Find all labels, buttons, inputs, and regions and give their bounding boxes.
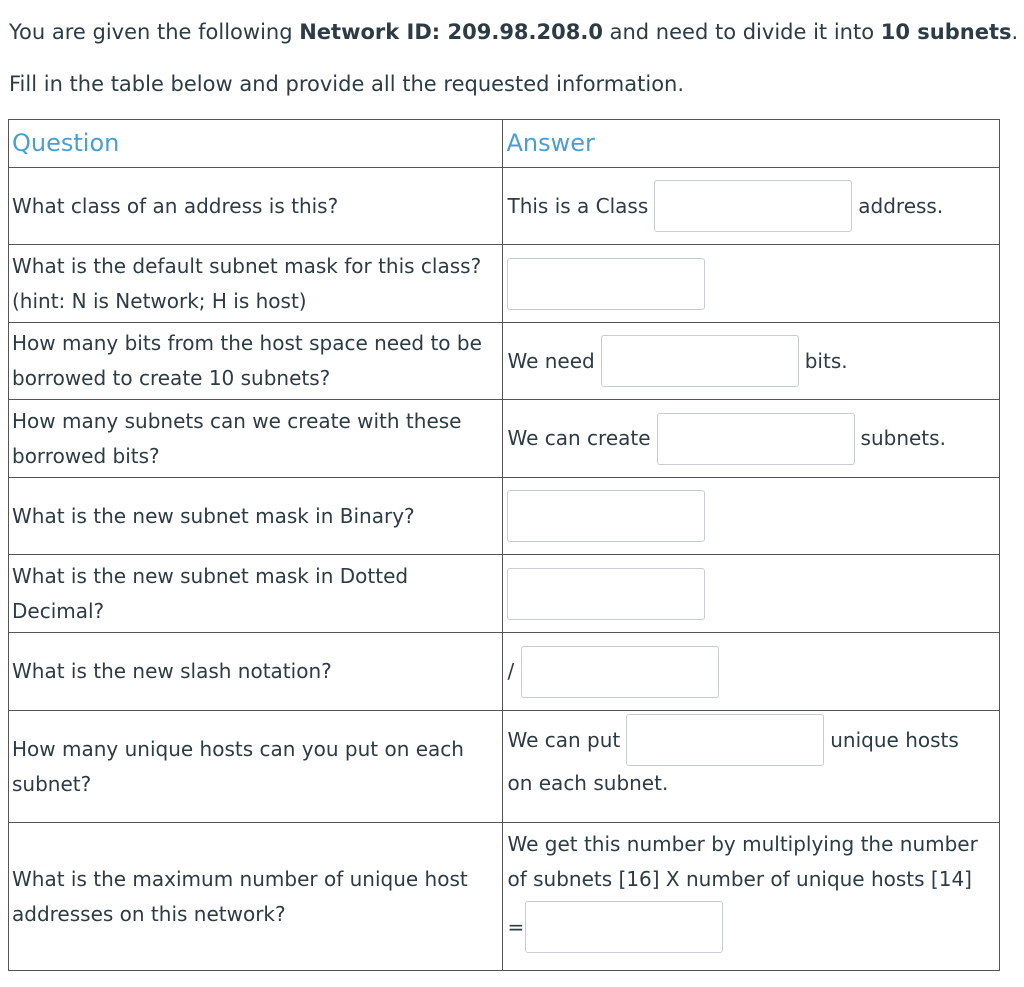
header-question: Question (9, 120, 503, 168)
table-row (9, 478, 1000, 555)
question-text: How many bits from the host space need to be (12, 331, 482, 355)
subnets-count: 10 subnets (880, 20, 1012, 44)
answer-line (507, 901, 999, 953)
answer-prefix: We need (507, 348, 595, 373)
table-row (9, 400, 1000, 478)
answer-line (507, 258, 999, 310)
answer-suffix: bits. (804, 348, 848, 373)
question-text: What is the new subnet mask in Binary? (12, 503, 415, 528)
answer-cell (503, 823, 1000, 971)
question-text: How many unique hosts can you put on each (12, 736, 464, 761)
question-cell (9, 711, 503, 823)
table-row (9, 245, 1000, 323)
answer-cell (503, 400, 1000, 478)
table-row (9, 555, 1000, 633)
table-row (9, 633, 1000, 711)
equals-prefix: = (507, 914, 525, 939)
question-cell (9, 245, 503, 323)
answer-cell (503, 245, 1000, 323)
table-row (9, 168, 1000, 245)
question-text-cont: borrowed bits? (12, 443, 160, 468)
question-cell (9, 323, 503, 400)
answer-line (507, 180, 999, 232)
answer-cell (503, 555, 1000, 633)
answer-line (507, 568, 999, 620)
answer-line (507, 714, 999, 766)
question-answer-table (8, 119, 1000, 971)
table-row (9, 823, 1000, 971)
intro-text-end: . (1011, 20, 1019, 44)
answer-cell (503, 478, 1000, 555)
answer-explanation: We get this number by multiplying the number (507, 832, 978, 856)
network-id-label: Network ID: 209.98.208.0 (299, 20, 603, 44)
answer-suffix: subnets. (860, 426, 946, 450)
class-input[interactable] (654, 180, 852, 232)
question-text: How many subnets can we create with these (12, 408, 462, 433)
answer-prefix: We can put (507, 727, 621, 752)
answer-text-cont: on each subnet. (507, 771, 669, 795)
question-cell (9, 633, 503, 711)
table-row (9, 711, 1000, 823)
question-text: What class of an address is this? (12, 193, 339, 218)
question-cell (9, 823, 503, 971)
dotted-decimal-input[interactable] (507, 568, 705, 620)
answer-line (507, 490, 999, 542)
answer-explanation-cont: of subnets [16] X number of unique hosts [14] (507, 867, 972, 891)
answer-line (507, 646, 999, 698)
default-mask-input[interactable] (507, 258, 705, 310)
binary-mask-input[interactable] (507, 490, 705, 542)
question-cell (9, 555, 503, 633)
table-header-row (9, 120, 1000, 168)
question-text-cont: borrowed to create 10 subnets? (12, 366, 331, 390)
answer-cell (503, 168, 1000, 245)
question-text: What is the default subnet mask for this class? (12, 253, 482, 278)
question-text: What is the new subnet mask in Dotted (12, 563, 409, 588)
question-text-cont: addresses on this network? (12, 901, 286, 926)
intro-text: You are given the following (9, 20, 300, 44)
answer-cell (503, 633, 1000, 711)
borrowed-bits-input[interactable] (601, 335, 799, 387)
slash-prefix: / (507, 659, 515, 683)
answer-cell (503, 711, 1000, 823)
intro-text-mid: and need to divide it into (602, 20, 881, 44)
subnet-count-input[interactable] (657, 413, 855, 465)
question-text-cont: Decimal? (12, 598, 105, 623)
answer-cell (503, 323, 1000, 400)
answer-suffix: unique hosts (830, 727, 959, 752)
table-row (9, 323, 1000, 400)
answer-line (507, 335, 999, 387)
question-cell (9, 168, 503, 245)
question-text: What is the maximum number of unique host (12, 866, 468, 891)
intro-line-2: Fill in the table below and provide all the requested information. (9, 72, 685, 96)
hosts-per-subnet-input[interactable] (626, 714, 824, 766)
header-answer: Answer (503, 120, 1000, 168)
answer-prefix: This is a Class (507, 193, 649, 218)
slash-notation-input[interactable] (521, 646, 719, 698)
intro-line-1 (9, 17, 1018, 47)
max-hosts-input[interactable] (525, 901, 723, 953)
answer-suffix: address. (858, 193, 944, 218)
answer-prefix: We can create (507, 426, 651, 450)
question-text: What is the new slash notation? (12, 659, 332, 683)
question-cell (9, 478, 503, 555)
question-cell (9, 400, 503, 478)
answer-line (507, 413, 999, 465)
question-text-cont: subnet? (12, 771, 92, 796)
question-hint: (hint: N is Network; H is host) (12, 288, 307, 313)
